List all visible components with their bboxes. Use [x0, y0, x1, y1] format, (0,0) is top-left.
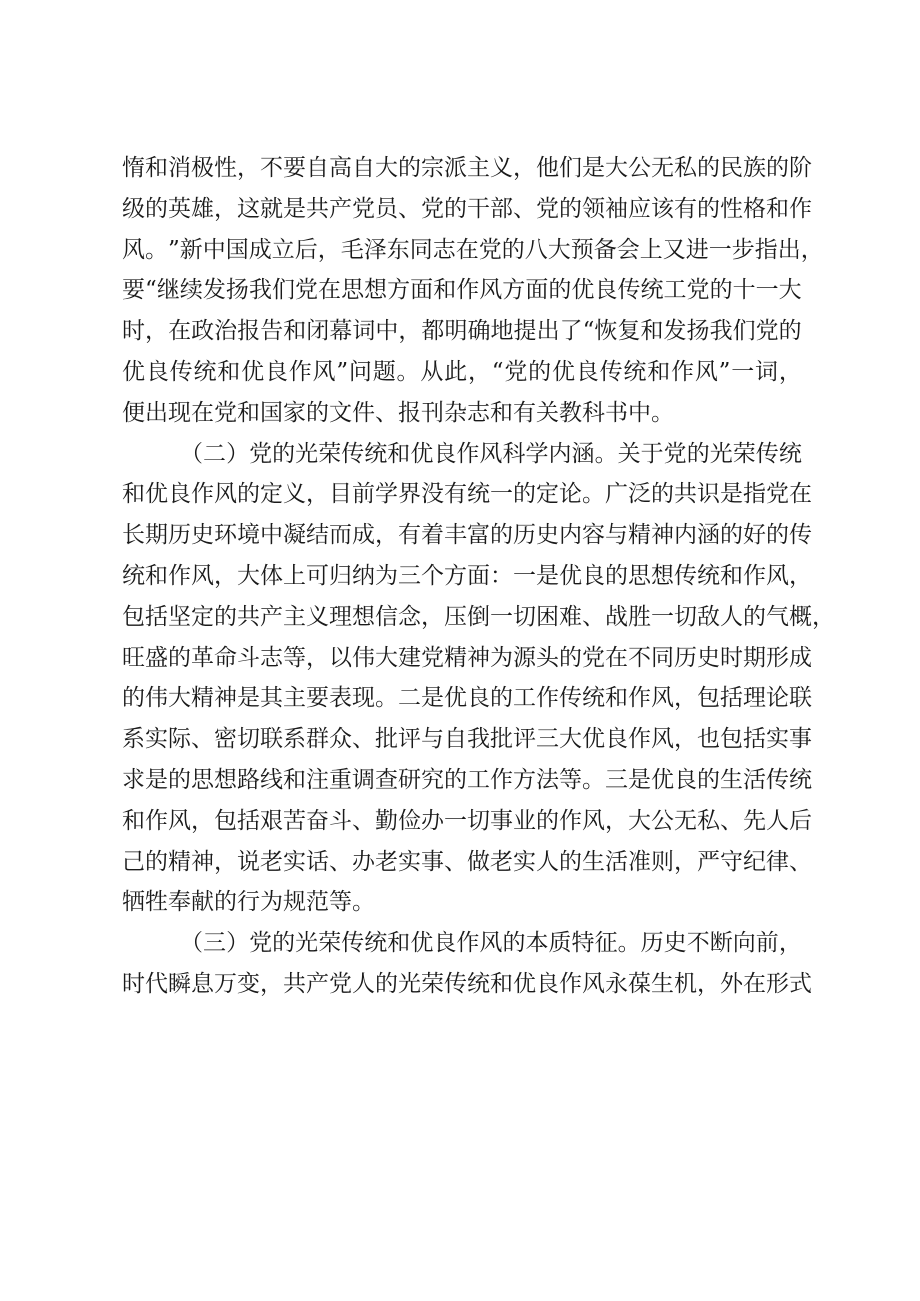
text-line: 己 的 精 神 ， 说 老 实 话 、 办 老 实 事 、 做 老 实 人 的 生 活 准 则 ， 严 守 纪 律 、	[122, 848, 812, 875]
text-line: 和 优 良 作 风 的 定 义 ， 目 前 学 界 没 有 统 一 的 定 论 。 广 泛 的 共 识 是 指 党 在	[122, 481, 812, 508]
text-line: 旺 盛 的 革 命 斗 志 等 ， 以 伟 大 建 党 精 神 为 源 头 的 党 在 不 同 历 史 时 期 形 成	[122, 644, 812, 671]
text-line: 包 括 坚 定 的 共 产 主 义 理 想 信 念 ， 压 倒 一 切 困 难 、 战 胜 一 切 敌 人 的 气 概 ，	[122, 603, 835, 630]
text-line: 级 的 英 雄 ， 这 就 是 共 产 党 员 、 党 的 干 部 、 党 的 领 袖 应 该 有 的 性 格 和 作	[122, 195, 812, 222]
text-line: 要 “ 继 续 发 扬 我 们 党 在 思 想 方 面 和 作 风 方 面 的 优 良 传 统 工 党 的 十 一 大	[122, 277, 802, 304]
text-line: 时 代 瞬 息 万 变 ， 共 产 党 人 的 光 荣 传 统 和 优 良 作 风 永 葆 生 机 ， 外 在 形 式	[122, 970, 812, 997]
text-line: （ 二 ） 党 的 光 荣 传 统 和 优 良 作 风 科 学 内 涵 。 关 于 党 的 光 荣 传 统	[180, 440, 802, 467]
document-body	[122, 148, 835, 1005]
text-line: 求 是 的 思 想 路 线 和 注 重 调 查 研 究 的 工 作 方 法 等 。 三 是 优 良 的 生 活 传 统	[122, 766, 812, 793]
text-line: 的 伟 大 精 神 是 其 主 要 表 现 。 二 是 优 良 的 工 作 传 统 和 作 风 ， 包 括 理 论 联	[122, 685, 812, 712]
text-line: 便 出 现 在 党 和 国 家 的 文 件 、 报 刊 杂 志 和 有 关 教 科 书 中 。	[122, 399, 674, 426]
text-line: 风 。 ” 新 中 国 成 立 后 ， 毛 泽 东 同 志 在 党 的 八 大 预 备 会 上 又 进 一 步 指 出 ，	[122, 236, 824, 263]
text-line: 系 实 际 、 密 切 联 系 群 众 、 批 评 与 自 我 批 评 三 大 优 良 作 风 ， 也 包 括 实 事	[122, 726, 812, 753]
text-line: 惰 和 消 极 性 ， 不 要 自 高 自 大 的 宗 派 主 义 ， 他 们 是 大 公 无 私 的 民 族 的 阶	[122, 155, 812, 181]
text-line: 统 和 作 风 ， 大 体 上 可 归 纳 为 三 个 方 面 ： 一 是 优 良 的 思 想 传 统 和 作 风 ，	[122, 562, 812, 589]
text-line: （ 三 ） 党 的 光 荣 传 统 和 优 良 作 风 的 本 质 特 征 。 历 史 不 断 向 前 ，	[180, 930, 802, 957]
text-line: 优 良 传 统 和 优 良 作 风 ” 问 题 。 从 此 ， “ 党 的 优 良 传 统 和 作 风 ” 一 词 ，	[122, 358, 802, 385]
text-line: 长 期 历 史 环 境 中 凝 结 而 成 ， 有 着 丰 富 的 历 史 内 容 与 精 神 内 涵 的 好 的 传	[122, 522, 812, 549]
text-line: 牺 牲 奉 献 的 行 为 规 范 等 。	[122, 889, 375, 916]
text-line: 时 ， 在 政 治 报 告 和 闭 幕 词 中 ， 都 明 确 地 提 出 了 “ 恢 复 和 发 扬 我 们 党 的	[122, 318, 802, 345]
text-line: 和 作 风 ， 包 括 艰 苦 奋 斗 、 勤 俭 办 一 切 事 业 的 作 风 ， 大 公 无 私 、 先 人 后	[122, 807, 812, 834]
